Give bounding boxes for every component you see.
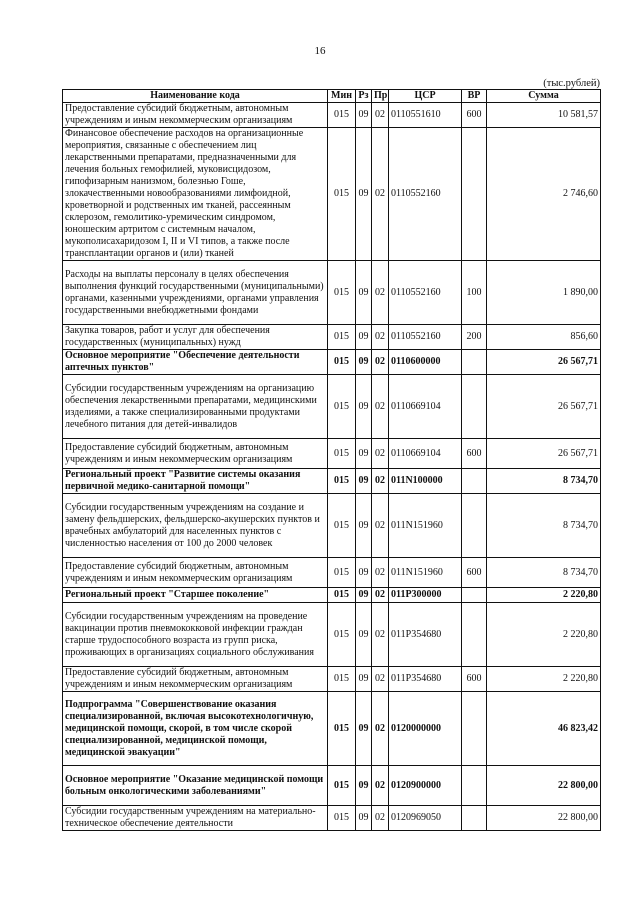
row-rz: 09: [356, 375, 372, 439]
budget-table: [62, 89, 601, 831]
row-rz: 09: [356, 667, 372, 692]
row-sum: 2 746,60: [487, 128, 601, 261]
table-row: [63, 692, 601, 766]
table-row: [63, 325, 601, 350]
row-name: Закупка товаров, работ и услуг для обеспечения государственных (муниципальных) нужд: [63, 325, 328, 350]
row-sum: 8 734,70: [487, 469, 601, 494]
table-row: [63, 350, 601, 375]
row-vr: [462, 375, 487, 439]
row-rz: 09: [356, 806, 372, 831]
header-min: Мин: [328, 90, 356, 103]
row-sum: 8 734,70: [487, 494, 601, 558]
row-pr: 02: [372, 494, 389, 558]
table-header-row: [63, 90, 601, 103]
row-sum: 1 890,00: [487, 261, 601, 325]
row-vr: [462, 128, 487, 261]
row-vr: [462, 469, 487, 494]
row-vr: [462, 588, 487, 603]
row-rz: 09: [356, 103, 372, 128]
row-min: 015: [328, 375, 356, 439]
row-name: Подпрограмма "Совершенствование оказания специализированной, включая высокотехнологичную, медицинской помощи, скорой, в том числе скорой специализированной, медицинской помощи, медицинской эвакуации": [63, 692, 328, 766]
row-vr: 200: [462, 325, 487, 350]
table-row: [63, 103, 601, 128]
row-name: Основное мероприятие "Обеспечение деятельности аптечных пунктов": [63, 350, 328, 375]
row-pr: 02: [372, 766, 389, 806]
row-name: Основное мероприятие "Оказание медицинской помощи больным онкологическими заболеваниями": [63, 766, 328, 806]
row-csr: 0110551610: [389, 103, 462, 128]
row-sum: 26 567,71: [487, 375, 601, 439]
row-min: 015: [328, 558, 356, 588]
row-vr: [462, 603, 487, 667]
row-vr: 600: [462, 103, 487, 128]
row-sum: 22 800,00: [487, 766, 601, 806]
row-pr: 02: [372, 588, 389, 603]
table-row: [63, 558, 601, 588]
header-pr: Пр: [372, 90, 389, 103]
row-rz: 09: [356, 692, 372, 766]
row-pr: 02: [372, 667, 389, 692]
row-name: Субсидии государственным учреждениям на материально-техническое обеспечение деятельности: [63, 806, 328, 831]
row-rz: 09: [356, 766, 372, 806]
table-row: [63, 588, 601, 603]
row-pr: 02: [372, 103, 389, 128]
row-min: 015: [328, 766, 356, 806]
page-number: 16: [314, 45, 326, 57]
table-row: [63, 469, 601, 494]
row-csr: 0110552160: [389, 128, 462, 261]
row-rz: 09: [356, 469, 372, 494]
row-min: 015: [328, 439, 356, 469]
row-pr: 02: [372, 806, 389, 831]
row-rz: 09: [356, 558, 372, 588]
row-sum: 2 220,80: [487, 588, 601, 603]
row-name: Субсидии государственным учреждениям на проведение вакцинации против пневмококковой инфекции граждан старше трудоспособного возраста из групп риска, проживающих в организациях социального обслуживания: [63, 603, 328, 667]
table-row: [63, 128, 601, 261]
row-rz: 09: [356, 128, 372, 261]
row-name: Предоставление субсидий бюджетным, автономным учреждениям и иным некоммерческим организациям: [63, 558, 328, 588]
table-row: [63, 603, 601, 667]
header-vr: ВР: [462, 90, 487, 103]
row-pr: 02: [372, 375, 389, 439]
row-name: Финансовое обеспечение расходов на организационные мероприятия, связанные с обеспечением лиц лекарственными препаратами, предназначенными для лечения больных гемофилией, муковисцидозом, гипофизарным нанизмом, болезнью Гоше, злокачественными новообразованиями лимфоидной, кроветворной и родственных им тканей, рассеянным склерозом, гемолитико-уремическим синдромом, юношеским артритом с системным началом, мукополисахаридозом I, II и VI типов, а также после трансплантации органов и (или) тканей: [63, 128, 328, 261]
row-sum: 10 581,57: [487, 103, 601, 128]
row-min: 015: [328, 692, 356, 766]
table-row: [63, 261, 601, 325]
row-csr: 0120000000: [389, 692, 462, 766]
row-csr: 0120900000: [389, 766, 462, 806]
row-vr: [462, 494, 487, 558]
row-rz: 09: [356, 603, 372, 667]
row-min: 015: [328, 806, 356, 831]
row-min: 015: [328, 261, 356, 325]
units-label: (тыс.рублей): [543, 78, 600, 89]
row-min: 015: [328, 325, 356, 350]
row-rz: 09: [356, 261, 372, 325]
row-name: Предоставление субсидий бюджетным, автономным учреждениям и иным некоммерческим организациям: [63, 667, 328, 692]
table-row: [63, 766, 601, 806]
row-rz: 09: [356, 588, 372, 603]
row-csr: 0110669104: [389, 439, 462, 469]
table-row: [63, 439, 601, 469]
row-name: Региональный проект "Развитие системы оказания первичной медико-санитарной помощи": [63, 469, 328, 494]
row-min: 015: [328, 588, 356, 603]
header-sum: Сумма: [487, 90, 601, 103]
row-csr: 011P300000: [389, 588, 462, 603]
row-sum: 26 567,71: [487, 350, 601, 375]
row-min: 015: [328, 469, 356, 494]
row-vr: 600: [462, 439, 487, 469]
row-sum: 22 800,00: [487, 806, 601, 831]
row-csr: 011N100000: [389, 469, 462, 494]
row-name: Субсидии государственным учреждениям на создание и замену фельдшерских, фельдшерско-акушерских пунктов и врачебных амбулаторий для населенных пунктов с численностью населения от 100 до 2000 человек: [63, 494, 328, 558]
row-min: 015: [328, 103, 356, 128]
row-sum: 856,60: [487, 325, 601, 350]
row-min: 015: [328, 350, 356, 375]
row-sum: 2 220,80: [487, 667, 601, 692]
row-min: 015: [328, 667, 356, 692]
row-sum: 26 567,71: [487, 439, 601, 469]
row-pr: 02: [372, 469, 389, 494]
row-vr: [462, 806, 487, 831]
row-csr: 0120969050: [389, 806, 462, 831]
row-min: 015: [328, 128, 356, 261]
row-sum: 2 220,80: [487, 603, 601, 667]
row-name: Предоставление субсидий бюджетным, автономным учреждениям и иным некоммерческим организациям: [63, 439, 328, 469]
row-pr: 02: [372, 692, 389, 766]
row-rz: 09: [356, 325, 372, 350]
row-pr: 02: [372, 603, 389, 667]
row-csr: 011N151960: [389, 494, 462, 558]
row-pr: 02: [372, 325, 389, 350]
row-name: Региональный проект "Старшее поколение": [63, 588, 328, 603]
header-rz: Рз: [356, 90, 372, 103]
row-csr: 011P354680: [389, 667, 462, 692]
row-rz: 09: [356, 439, 372, 469]
row-sum: 46 823,42: [487, 692, 601, 766]
row-vr: [462, 766, 487, 806]
row-csr: 011N151960: [389, 558, 462, 588]
row-pr: 02: [372, 558, 389, 588]
row-pr: 02: [372, 128, 389, 261]
row-name: Субсидии государственным учреждениям на организацию обеспечения лекарственными препаратами, медицинскими изделиями, а также специализированными продуктами лечебного питания для детей-инвалидов: [63, 375, 328, 439]
row-vr: 600: [462, 667, 487, 692]
table-row: [63, 806, 601, 831]
row-min: 015: [328, 603, 356, 667]
header-csr: ЦСР: [389, 90, 462, 103]
row-min: 015: [328, 494, 356, 558]
row-vr: [462, 692, 487, 766]
row-pr: 02: [372, 261, 389, 325]
row-rz: 09: [356, 350, 372, 375]
table-row: [63, 494, 601, 558]
row-rz: 09: [356, 494, 372, 558]
row-csr: 0110600000: [389, 350, 462, 375]
row-pr: 02: [372, 439, 389, 469]
row-vr: 600: [462, 558, 487, 588]
row-pr: 02: [372, 350, 389, 375]
row-name: Расходы на выплаты персоналу в целях обеспечения выполнения функций государственными (муниципальными) органами, казенными учреждениями, органами управления государственными внебюджетными фондами: [63, 261, 328, 325]
table-row: [63, 375, 601, 439]
row-csr: 011P354680: [389, 603, 462, 667]
row-csr: 0110552160: [389, 325, 462, 350]
row-csr: 0110552160: [389, 261, 462, 325]
row-vr: [462, 350, 487, 375]
row-csr: 0110669104: [389, 375, 462, 439]
table-row: [63, 667, 601, 692]
header-name: Наименование кода: [63, 90, 328, 103]
row-name: Предоставление субсидий бюджетным, автономным учреждениям и иным некоммерческим организациям: [63, 103, 328, 128]
row-sum: 8 734,70: [487, 558, 601, 588]
row-vr: 100: [462, 261, 487, 325]
